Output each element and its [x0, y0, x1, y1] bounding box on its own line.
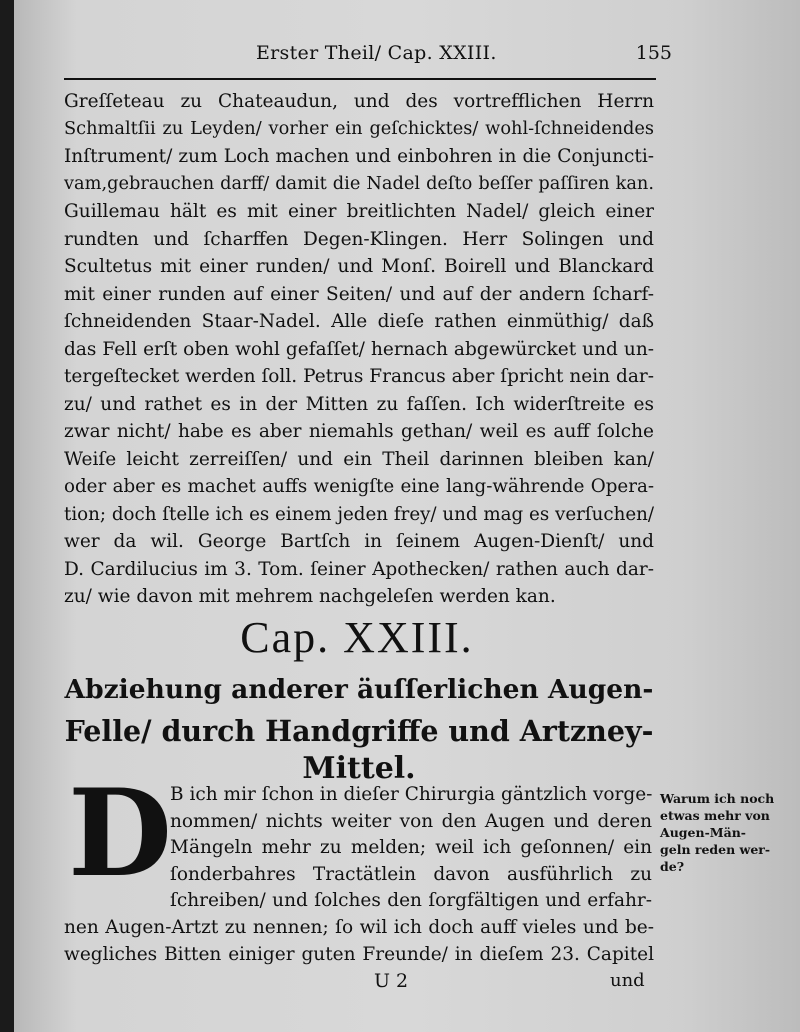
text-line: vam,gebrauchen darff/ damit die Nadel deſto beſſer paſſiren kan. — [64, 173, 654, 194]
text-line: Greſſeteau zu Chateaudun, und des vortrefflichen Herrn — [64, 91, 654, 112]
text-line: ſchreiben/ und ſolches den ſorgfältigen und erfahr- — [170, 890, 652, 911]
chapter-heading: Cap. XXIII. — [240, 613, 474, 662]
drop-cap-initial: D — [68, 763, 173, 904]
text-line: nen Augen-Artzt zu nennen; ſo wil ich doch auff vieles und be- — [64, 917, 654, 938]
text-line: Scultetus mit einer runden/ und Monſ. Boirell und Blanckard — [64, 256, 654, 277]
marginal-note-line: de? — [660, 859, 685, 874]
chapter-title-line: Felle/ durch Handgriffe und Artzney- — [64, 714, 654, 748]
running-header — [66, 42, 672, 72]
text-line: zu/ wie davon mit mehrem nachgeleſen werden kan. — [64, 586, 556, 607]
marginal-note — [660, 790, 782, 875]
text-line: ſonderbahres Tractätlein davon ausführlich zu — [170, 863, 652, 885]
text-line: B ich mir ſchon in dieſer Chirurgia gäntzlich vorge- — [170, 784, 653, 805]
running-title: Erster Theil/ Cap. XXIII. — [256, 42, 497, 64]
marginal-note-line: etwas mehr von — [660, 808, 770, 823]
text-line: nommen/ nichts weiter von den Augen und deren — [170, 810, 652, 832]
text-line: wer da wil. George Bartſch in ſeinem Augen-Dienſt/ und — [64, 531, 654, 552]
text-line: Schmaltſii zu Leyden/ vorher ein geſchicktes/ wohl-ſchneidendes — [64, 118, 654, 139]
header-rule — [64, 78, 656, 80]
text-line: tion; doch ſtelle ich es einem jeden frey/ und mag es verſuchen/ — [64, 503, 655, 525]
text-line: tergeſtecket werden ſoll. Petrus Francus aber ſpricht nein dar- — [64, 366, 654, 387]
marginal-note-line: Augen-Män- — [660, 825, 746, 840]
page-number: 155 — [635, 42, 672, 64]
catchword: und — [610, 970, 645, 991]
text-line: Inſtrument/ zum Loch machen und einbohren in die Conjuncti- — [64, 146, 654, 167]
text-line: mit einer runden auf einer Seiten/ und auf der andern ſcharf- — [64, 283, 654, 305]
text-line: wegliches Bitten einiger guten Freunde/ in dieſem 23. Capitel — [64, 943, 654, 965]
chapter-title-line: Abziehung anderer äuſſerlichen Augen- — [64, 674, 654, 705]
body-paragraph — [64, 88, 654, 611]
text-line: ſchneidenden Staar-Nadel. Alle dieſe rathen einmüthig/ daß — [64, 311, 654, 332]
text-line: rundten und ſcharffen Degen-Klingen. Herr Solingen und — [64, 228, 654, 250]
text-line: oder aber es machet auffs wenigſte eine lang-währende Opera- — [64, 476, 654, 497]
chapter-title-line: Mittel. — [302, 751, 416, 786]
text-line: D. Cardilucius im 3. Tom. ſeiner Apothecken/ rathen auch dar- — [64, 558, 654, 580]
text-line: Mängeln mehr zu melden; weil ich geſonnen/ ein — [170, 837, 652, 858]
text-line: zu/ und rathet es in der Mitten zu faſſen. Ich widerſtreite es — [64, 393, 654, 415]
text-line: zwar nicht/ habe es aber niemahls gethan/ weil es auff ſolche — [64, 421, 654, 442]
text-line: das Fell erſt oben wohl gefaſſet/ hernach abgewürcket und un- — [64, 338, 654, 360]
marginal-note-line: Warum ich noch — [660, 791, 775, 806]
text-line: Weiſe leicht zerreiſſen/ und ein Theil darinnen bleiben kan/ — [64, 448, 654, 470]
signature-mark: U 2 — [374, 970, 409, 992]
marginal-note-line: geln reden wer- — [660, 842, 771, 857]
text-line: Guillemau hält es mit einer breitlichten Nadel/ gleich einer — [64, 201, 654, 222]
chapter-opening-paragraph — [170, 782, 652, 915]
book-page — [14, 0, 800, 1032]
chapter-paragraph-continued — [64, 915, 654, 968]
